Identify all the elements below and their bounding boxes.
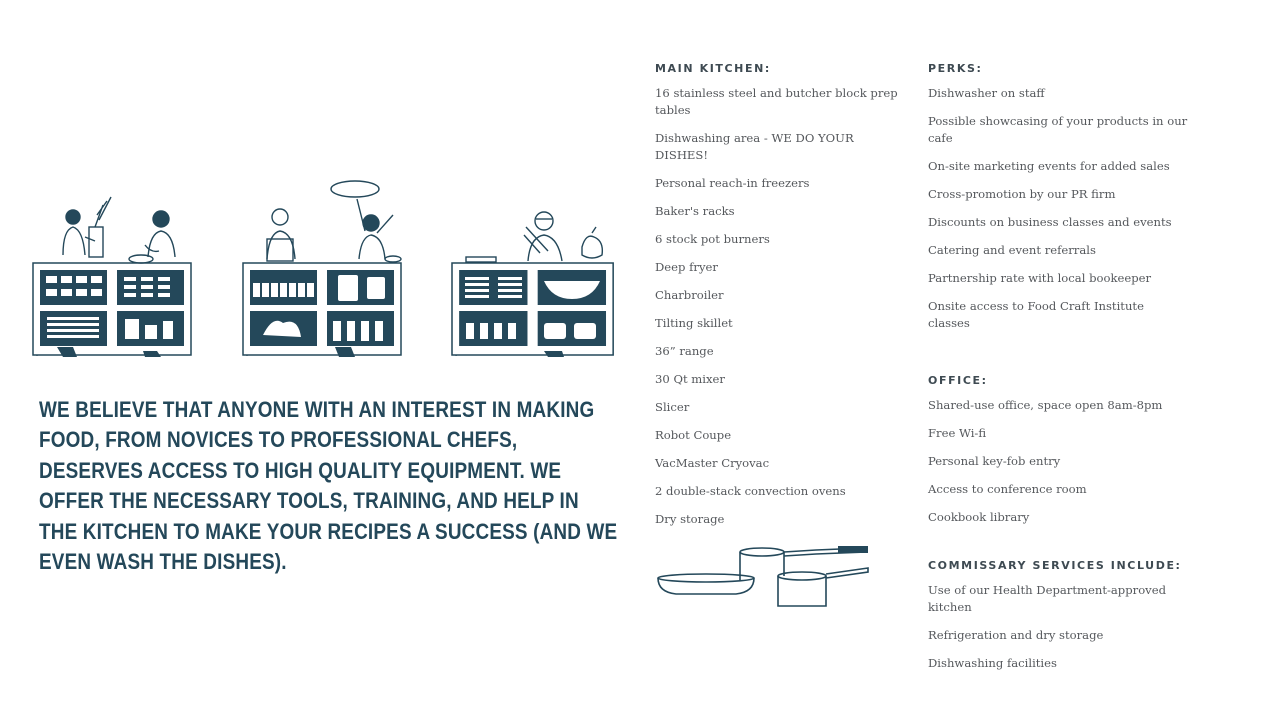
list-item: Personal reach-in freezers [655, 176, 810, 190]
list-item: 6 stock pot burners [655, 232, 770, 246]
list-item: Charbroiler [655, 288, 724, 302]
list-item: Dry storage [655, 512, 725, 526]
list-item: Onsite access to Food Craft Institute classes [928, 299, 1144, 330]
list-item: Use of our Health Department-approved kitchen [928, 583, 1167, 614]
list-item: 30 Qt mixer [655, 372, 725, 386]
list-item: 2 double-stack convection ovens [655, 484, 846, 498]
list-item: Shared-use office, space open 8am-8pm [928, 398, 1163, 412]
list-item: Catering and event referrals [928, 243, 1096, 257]
main-kitchen-section [655, 62, 905, 539]
kitchen-shelves-illustration [30, 175, 620, 360]
list-item: Deep fryer [655, 260, 718, 274]
list-item: Cookbook library [928, 510, 1030, 524]
list-item: Dishwashing area - WE DO YOUR DISHES! [655, 131, 854, 162]
main-kitchen-list [655, 85, 905, 528]
perks-column [928, 62, 1188, 683]
list-item: Refrigeration and dry storage [928, 628, 1104, 642]
list-item: Dishwashing facilities [928, 656, 1057, 670]
list-item: Baker's racks [655, 204, 735, 218]
list-item: Discounts on business classes and events [928, 215, 1172, 229]
section-heading: COMMISSARY SERVICES INCLUDE: [928, 559, 1182, 572]
list-item: Cross-promotion by our PR firm [928, 187, 1116, 201]
list-item: Personal key-fob entry [928, 454, 1061, 468]
list-item: Robot Coupe [655, 428, 732, 442]
list-item: 36” range [655, 344, 714, 358]
perks-list [928, 85, 1188, 332]
pots-and-pans-illustration [656, 540, 870, 612]
mission-statement: WE BELIEVE THAT ANYONE WITH AN INTEREST IN MAKING FOOD, FROM NOVICES TO PROFESSIONAL CHEFS, DESERVES ACCESS TO HIGH QUALITY EQUIPMENT. WE OFFER THE NECESSARY TOOLS, TRAINING, AND HELP IN THE KITCHEN TO MAKE YOUR RECIPES A SUCCESS (AND WE EVEN WASH THE DISHES). [39, 397, 618, 575]
list-item: Slicer [655, 400, 690, 414]
commissary-list [928, 582, 1188, 672]
section-heading: PERKS: [928, 62, 983, 75]
list-item: Free Wi-fi [928, 426, 987, 440]
section-heading: OFFICE: [928, 374, 988, 387]
section-heading: MAIN KITCHEN: [655, 62, 771, 75]
office-list [928, 397, 1188, 526]
list-item: On-site marketing events for added sales [928, 159, 1170, 173]
list-item: 16 stainless steel and butcher block prep tables [655, 86, 898, 117]
list-item: Access to conference room [928, 482, 1087, 496]
list-item: Partnership rate with local bookeeper [928, 271, 1152, 285]
list-item: Dishwasher on staff [928, 86, 1045, 100]
list-item: Tilting skillet [655, 316, 733, 330]
list-item: Possible showcasing of your products in our cafe [928, 114, 1188, 145]
list-item: VacMaster Cryovac [655, 456, 770, 470]
